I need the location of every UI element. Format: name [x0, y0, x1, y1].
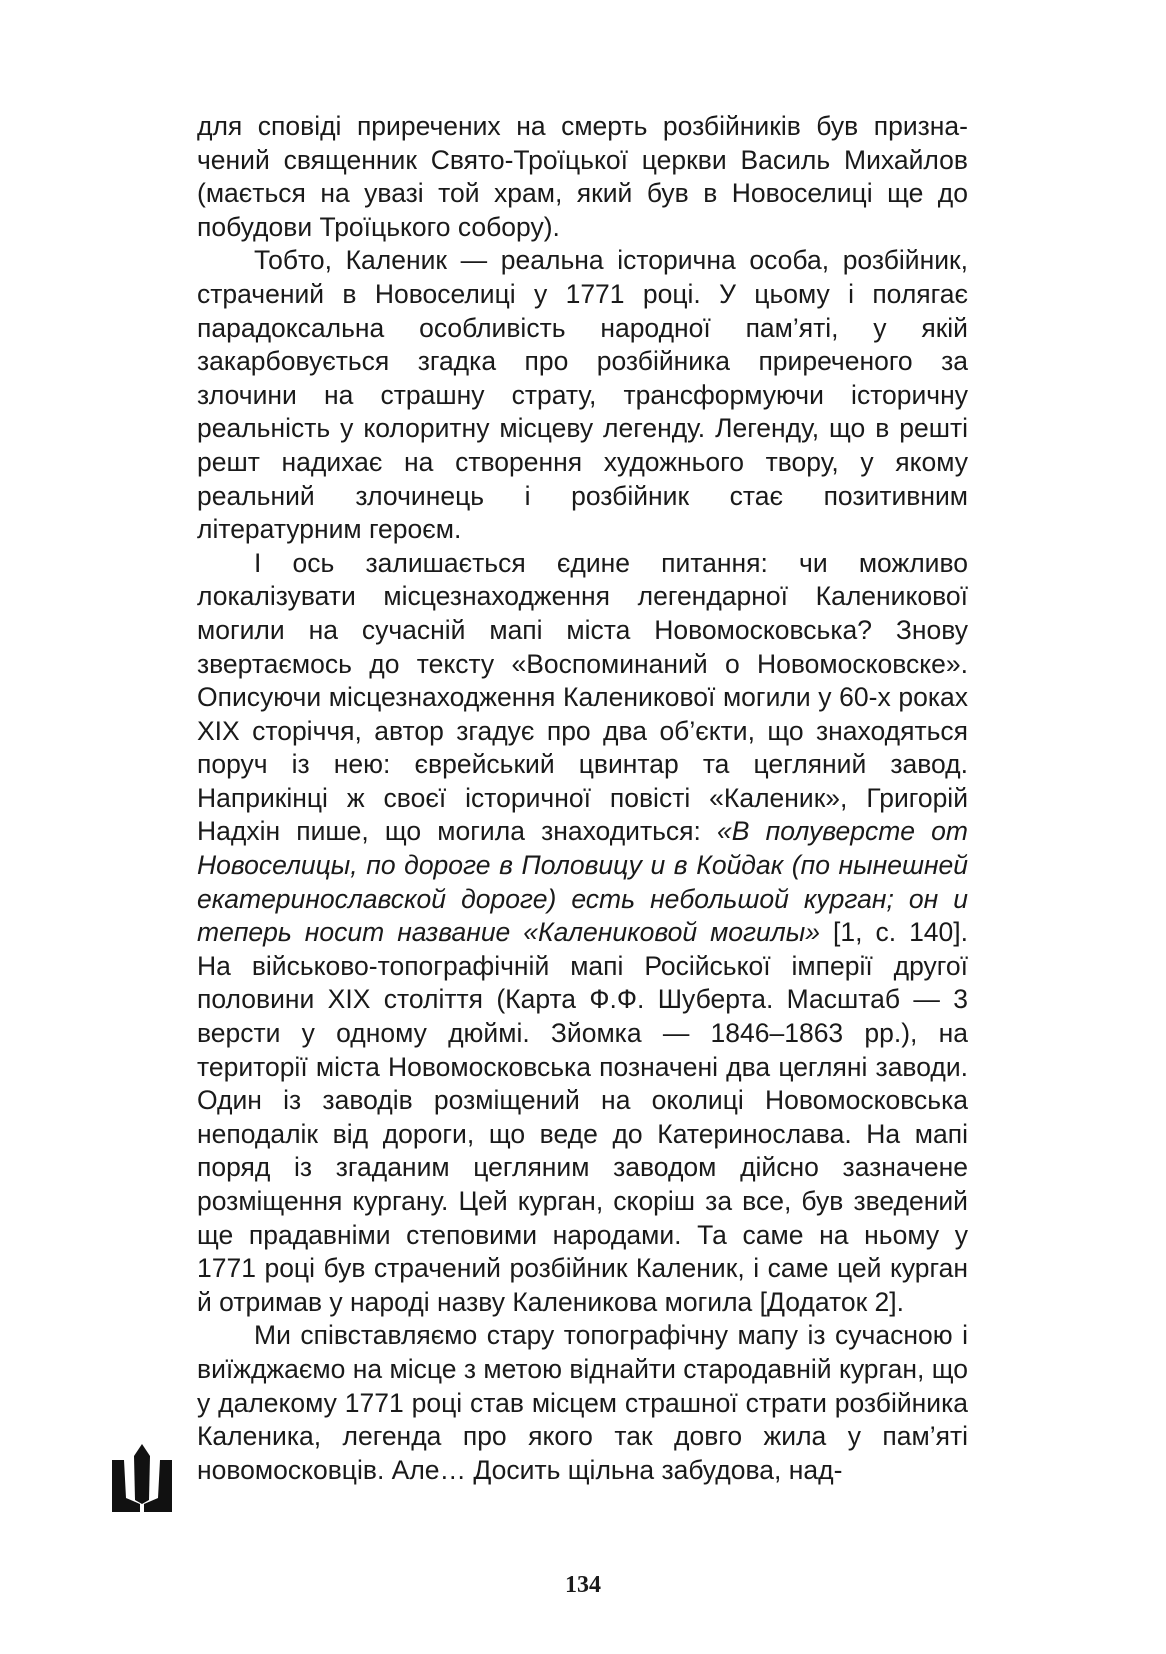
- page-body-text: [197, 110, 968, 1487]
- paragraph-1: для сповіді приречених на смерть розбійників був призначений священник Свято-Троїцької церкви Василь Михайлов (мається на увазі той храм, який був в Новоселиці ще до побудови Троїцького собору).: [197, 111, 968, 242]
- paragraph-3: [197, 547, 968, 1320]
- book-emblem-icon: [112, 1442, 172, 1514]
- paragraph-3-text-end: [1, с. 140]. На військово-топографічній мапі Російської імперії другої половини XIX століття (Карта Ф.Ф. Шуберта. Масштаб — 3 версти у одному дюймі. Зйомка — 1846–1863 рр.), на території міста Новомосковська позначені два цегляні заводи. Один із заводів розміщений на околиці Новомосковська неподалік від дороги, що веде до Катеринослава. На мапі поряд із згаданим цегляним заводом дійсно зазначене розміщення кургану. Цей курган, скоріш за все, був зведений ще прадавніми степовими народами. Та саме на ньому у 1771 році був страчений розбійник Каленик, і саме цей курган й отримав у народі назву Каленикова могила [Додаток 2].: [197, 917, 969, 1317]
- paragraph-2: Тобто, Каленик — реальна історична особа, розбійник, страчений в Новоселиці у 1771 році. У цьому і полягає парадоксальна особливість народної пам’яті, у якій закарбовується згадка про розбійника приреченого за злочини на страшну страту, трансформуючи історичну реальність у колоритну місцеву легенду. Легенду, що в решті решт надихає на створення художнього твору, у якому реальний злочинець і розбійник стає позитивним літературним героєм.: [197, 245, 968, 545]
- paragraph-3-text-start: І ось залишається єдине питання: чи можливо локалізувати місцезнаходження легендарної Каленикової могили на сучасній мапі міста Новомосковська? Знову звертаємось до тексту «Воспоминаний о Новомосковске». Описуючи місцезнаходження Каленикової могили у 60-х роках XIX сторіччя, автор згадує про два об’єкти, що знаходяться поруч із нею: єврейський цвинтар та цегляний завод. Наприкінці ж своєї історичної повісті «Каленик», Григорій Надхін пише, що могила знаходиться:: [197, 547, 968, 847]
- page-number: 134: [565, 1572, 601, 1598]
- paragraph-3-quotation: «В полуверсте от Новоселицы, по дороге в Половицу и в Койдак (по нынешней екатеринославской дороге) есть небольшой курган; он и теперь носит название «Калениковой могилы»: [197, 816, 968, 948]
- paragraph-4: Ми співставляємо стару топографічну мапу із сучасною і виїжджаємо на місце з метою віднайти стародавній курган, що у далекому 1771 році став місцем страшної страти розбійника Каленика, легенда про якого так довго жила у пам’яті новомосковців. Але… Досить щільна забудова, над-: [197, 1320, 968, 1485]
